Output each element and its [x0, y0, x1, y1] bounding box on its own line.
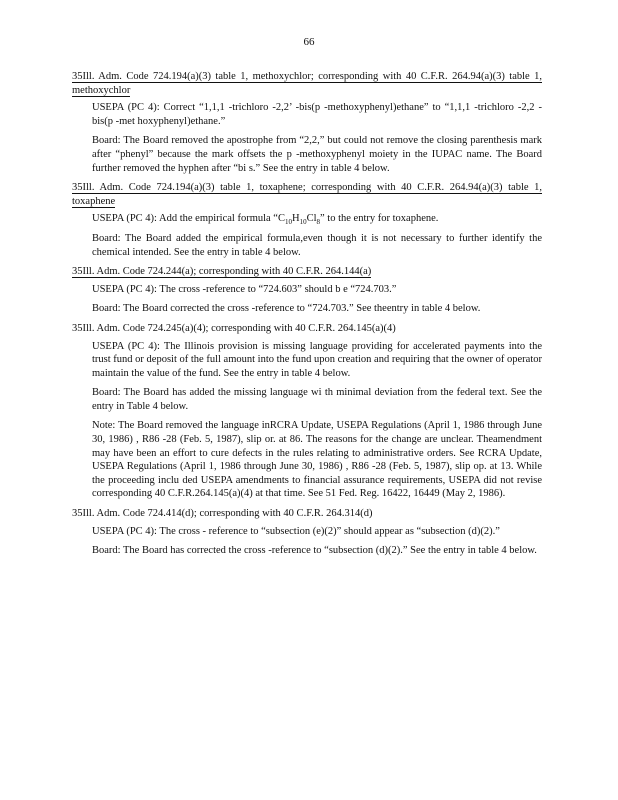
note: Note: The Board removed the language inRCRA Update, USEPA Regulations (April 1, 1986 through June 30, 1986) , R86 -28 (Feb. 5, 1987), slip or. at 86. The reasons for the change are unclear. Theamendment may have been an effort to cure defects in the rules relating to administrative orders. See RCRA Update, USEPA Regulations (April 1, 1986 through June 30, 1986) , R86 -28 (Feb. 5, 1987), slip op. at 13. While the proceeding inclu ded USEPA amendments to financial assurance requirements, USEPA did not revise corresponding 40 C.F.R.264.145(a)(4) at that time. See 51 Fed. Reg. 16422, 16449 (May 2, 1986). — [92, 420, 542, 500]
usepa-comment: USEPA (PC 4): Add the empirical formula “$C_{10}H_{10}Cl_8$” to the entry for toxaphene. — [92, 213, 439, 227]
board-response: Board: The Board has added the missing language wi th minimal deviation from the federal text. See the entry in Table 4 below. — [92, 387, 542, 412]
section-heading: 35Ill. Adm. Code 724.245(a)(4); corresponding with 40 C.F.R. 264.145(a)(4) — [72, 322, 396, 334]
section-toxaphene — [72, 181, 542, 259]
usepa-comment: USEPA (PC 4): The cross - reference to “subsection (e)(2)” should appear as “subsection (d)(2).” — [92, 525, 500, 537]
section-heading: 35Ill. Adm. Code 724.194(a)(3) table 1, methoxychlor; corresponding with 40 C.F.R. 264.94(a)(3) table 1, methoxychlor — [72, 71, 542, 96]
usepa-comment: USEPA (PC 4): The cross -reference to “724.603” should b e “724.703.” — [92, 283, 397, 295]
page-number: 66 — [303, 36, 315, 48]
board-response: Board: The Board has corrected the cross -reference to “subsection (d)(2).” See the entry in table 4 below. — [92, 545, 537, 557]
formula: $C_{10}H_{10}Cl_8$ — [277, 213, 321, 227]
board-response: Board: The Board removed the apostrophe from “2,2,” but could not remove the closing parenthesis mark after “phenyl” because the mark offsets the p -methoxyphenyl moiety in the IUPAC name. The Board further removed the hyphen after “bi s.” See the entry in table 4 below. — [92, 135, 542, 174]
document-body — [72, 70, 542, 564]
section-methoxychlor — [72, 70, 542, 175]
section-heading: 35Ill. Adm. Code 724.414(d); corresponding with 40 C.F.R. 264.314(d) — [72, 508, 373, 520]
section-724-245 — [72, 322, 542, 501]
section-heading: 35Ill. Adm. Code 724.194(a)(3) table 1, toxaphene; corresponding with 40 C.F.R. 264.94(a)(3) table 1, toxaphene — [72, 182, 542, 207]
board-response: Board: The Board added the empirical formula,even though it is not necessary to further identify the chemical intended. See the entry in table 4 below. — [92, 232, 542, 258]
section-heading: 35Ill. Adm. Code 724.244(a); corresponding with 40 C.F.R. 264.144(a) — [72, 266, 372, 278]
section-724-244 — [72, 265, 542, 316]
usepa-comment: USEPA (PC 4): The Illinois provision is missing language providing for accelerated payments into the trust fund or deposit of the full amount into the fund upon creation and requiring that the owner of operator maintain the value of the fund. See the entry in table 4 below. — [92, 340, 542, 379]
board-response: Board: The Board corrected the cross -reference to “724.703.” See theentry in table 4 below. — [92, 303, 481, 315]
section-724-414 — [72, 507, 542, 558]
usepa-comment: USEPA (PC 4): Correct “1,1,1 -trichloro -2,2’ -bis(p -methoxyphenyl)ethane” to “1,1,1 -trichloro -2,2 -bis(p -met hoxyphenyl)ethane.” — [92, 102, 542, 127]
